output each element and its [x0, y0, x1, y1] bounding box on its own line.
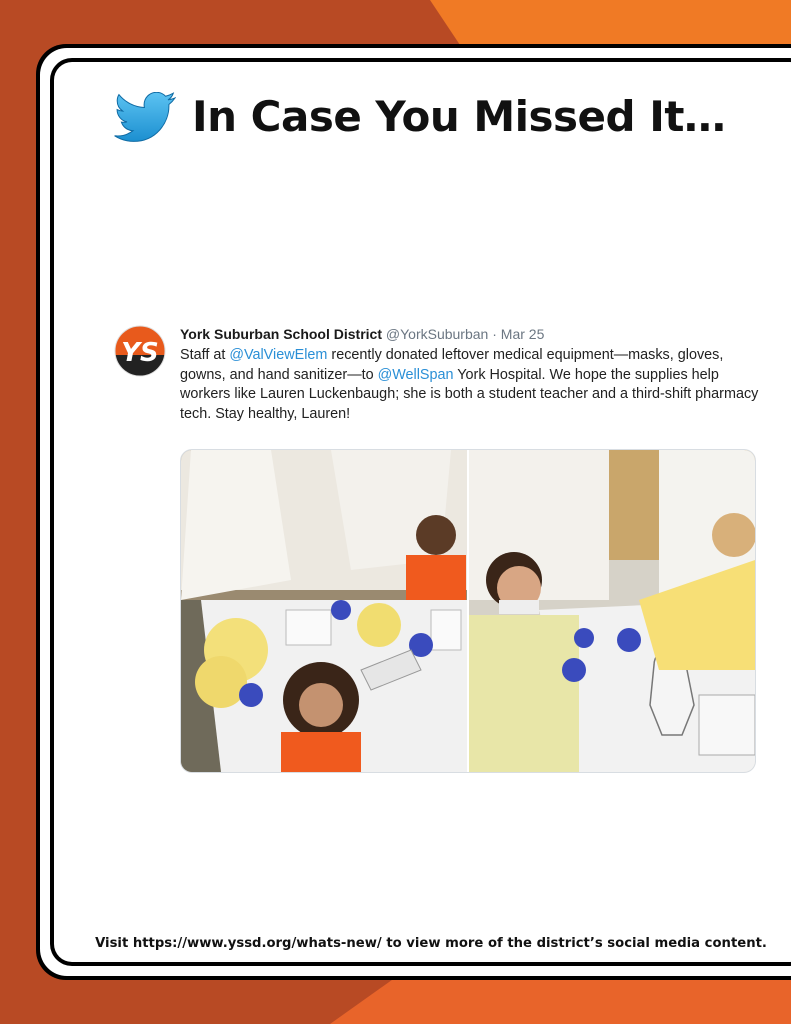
tweet-text: [180, 346, 765, 424]
page-content: [54, 62, 791, 962]
tweet-media[interactable]: [180, 449, 756, 773]
tweet-author[interactable]: York Suburban School District: [180, 326, 382, 342]
mention-link[interactable]: @ValViewElem: [229, 347, 328, 363]
tweet-photo-right[interactable]: [469, 450, 755, 772]
tweet-text-part: York Hospital. We hope the supplies help workers like Lauren Luckenbaugh; she is both a student teacher and a third-shift pharmacy tech. Stay healthy, Lauren!: [180, 366, 759, 422]
tweet-text-part: Staff at: [180, 347, 230, 363]
page-title: In Case You Missed It…: [192, 92, 726, 141]
tweet-date[interactable]: Mar 25: [500, 326, 545, 342]
frame-inner-border: [50, 58, 791, 966]
tweet-body: [180, 325, 765, 424]
tweet-header: [180, 325, 765, 343]
twitter-bird-icon: [114, 92, 176, 142]
frame-white-ring: [40, 48, 791, 976]
tweet-separator: ·: [492, 326, 497, 342]
mention-link[interactable]: @WellSpan: [377, 366, 454, 383]
avatar[interactable]: [114, 325, 166, 377]
tweet-text-part: recently donated leftover medical equipment—masks, gloves, gowns, and hand sanitizer—to: [180, 347, 724, 383]
page-frame: [36, 44, 791, 980]
footer-note: Visit https://www.yssd.org/whats-new/ to view more of the district’s social media content.: [95, 936, 767, 951]
tweet-handle[interactable]: @YorkSuburban: [385, 326, 489, 342]
avatar-initials: YS: [121, 338, 159, 368]
tweet-photo-left[interactable]: [181, 450, 467, 772]
